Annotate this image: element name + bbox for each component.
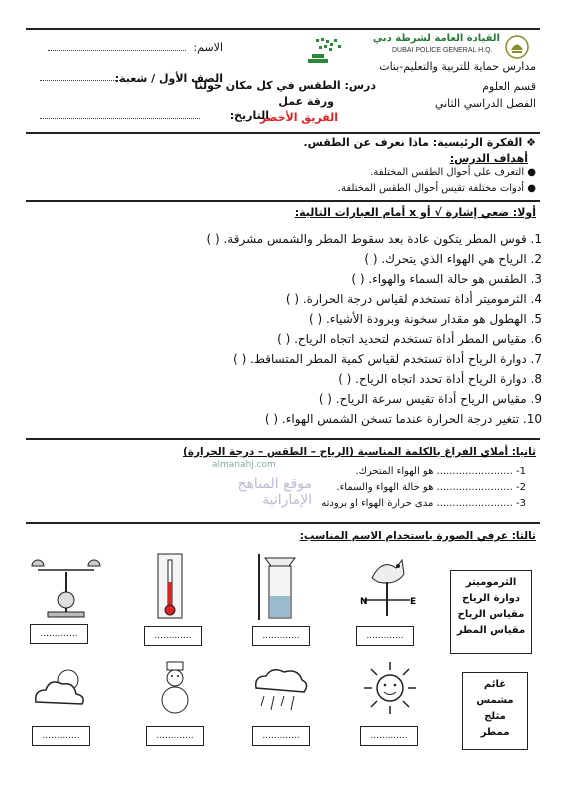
watermark-site: almanahj.com xyxy=(212,460,276,470)
name-label: الاسم: xyxy=(193,41,223,54)
objectives-title: أهداف الدرس: xyxy=(449,152,528,165)
department: قسم العلوم xyxy=(482,80,536,93)
word-wind-vane: دوارة الرياح xyxy=(461,593,521,604)
answer-box[interactable]: ............. xyxy=(252,626,310,646)
svg-text:N: N xyxy=(360,597,368,607)
statement-item: 8. دوارة الرياح أداة تحدد اتجاه الرياح. ( ) xyxy=(338,372,542,386)
thermometer-icon xyxy=(150,552,190,622)
word-snowy: مثلج xyxy=(484,711,506,722)
statement-item: 7. دوارة الرياح أداة تستخدم لقياس كمية المطر المتساقط. ( ) xyxy=(233,352,542,366)
shield-emblem-icon xyxy=(504,34,530,60)
statement-item: 9. مقياس الرياح أداة تقيس سرعة الرياح. ( ) xyxy=(318,392,542,406)
worksheet-label: ورقة عمل xyxy=(278,95,334,108)
svg-text:E: E xyxy=(410,597,417,607)
fill-item: 1- ........................ هو الهواء المتحرك. xyxy=(355,466,526,477)
wind-vane-icon xyxy=(352,552,422,622)
fill-item: 2- ........................ هو حالة الهواء والسماء. xyxy=(336,482,526,493)
section2-rule xyxy=(26,522,540,524)
word-rainy: ممطر xyxy=(480,727,510,738)
statement-item: 10. تتغير درجة الحرارة عندما تسخن الشمس الهواء. ( ) xyxy=(264,412,542,426)
section1-rule xyxy=(26,438,540,440)
tools-word-bank xyxy=(450,570,532,654)
header-bottom-rule xyxy=(26,132,540,134)
class-field[interactable] xyxy=(40,80,126,81)
lesson-title: درس: الطقس في كل مكان حولنا xyxy=(194,79,376,92)
answer-box[interactable]: ............. xyxy=(252,726,310,746)
org-name-en: DUBAI POLICE GENERAL H.Q. xyxy=(392,47,493,54)
answer-box[interactable]: ............. xyxy=(356,626,414,646)
main-idea: ❖ الفكرة الرئيسية: ماذا نعرف عن الطقس. xyxy=(303,136,536,149)
watermark-name: موقع المناهج الإماراتية xyxy=(237,476,312,508)
team-logo xyxy=(290,36,350,66)
police-emblem xyxy=(504,34,530,60)
answer-box[interactable]: ............. xyxy=(32,726,90,746)
word-sunny: مشمس xyxy=(476,695,514,706)
snowman-icon xyxy=(155,660,195,716)
statement-item: 3. الطقس هو حالة السماء والهواء. ( ) xyxy=(351,272,542,286)
date-label: التاريخ: xyxy=(229,109,269,122)
word-thermometer: الثرموميتر xyxy=(465,577,517,588)
school-name: مدارس حماية للتربية والتعليم-بنات xyxy=(379,60,536,73)
header-top-rule xyxy=(26,28,540,30)
answer-box[interactable]: ............. xyxy=(30,624,88,644)
cloudy-icon xyxy=(30,664,90,714)
team-logo-icon xyxy=(290,36,350,66)
term: الفصل الدراسي الثاني xyxy=(434,97,536,110)
section3-title: ثالثا: عرفي الصورة باستخدام الاسم المناسب: xyxy=(299,530,536,542)
team-name: الفريق الأخضر xyxy=(259,111,338,124)
date-field[interactable] xyxy=(40,118,200,119)
word-anemometer: مقياس الرياح xyxy=(457,609,525,620)
word-cloudy: غائم xyxy=(483,679,507,690)
rainy-icon xyxy=(248,664,312,714)
answer-box[interactable]: ............. xyxy=(144,626,202,646)
name-field[interactable] xyxy=(48,50,186,51)
intro-rule xyxy=(26,200,540,202)
answer-box[interactable]: ............. xyxy=(146,726,204,746)
statement-item: 5. الهطول هو مقدار سخونة وبرودة الأشياء. ( ) xyxy=(309,312,542,326)
fill-item: 3- ........................ مدى حرارة الهواء او برودته xyxy=(321,498,526,509)
org-name-ar: القيادة العامة لشرطة دبي xyxy=(372,33,500,44)
class-label: الصف الأول / شعبة: xyxy=(114,72,223,85)
sunny-icon xyxy=(362,660,418,716)
section2-title: ثانيا: أملاي الفراغ بالكلمة المناسبة (الرياح – الطقس – درجة الحرارة) xyxy=(183,446,536,458)
section1-title: أولا: ضعي إشارة √ أو x أمام العبارات التالية: xyxy=(294,206,536,219)
answer-box[interactable]: ............. xyxy=(360,726,418,746)
statement-item: 1. قوس المطر يتكون عادة بعد سقوط المطر والشمس مشرقة. ( ) xyxy=(206,232,542,246)
rain-gauge-icon xyxy=(255,552,305,622)
objective-item: ● أدوات مختلفة تقيس أحوال الطقس المختلفة. xyxy=(337,183,536,194)
objective-item: ● التعرف على أحوال الطقس المختلفة. xyxy=(370,167,536,178)
weather-word-bank xyxy=(462,672,528,750)
statement-item: 2. الرياح هي الهواء الذي يتحرك. ( ) xyxy=(364,252,542,266)
statement-item: 6. مقياس المطر أداة تستخدم لتحديد اتجاه الرياح. ( ) xyxy=(277,332,542,346)
statement-item: 4. الثرموميتر أداة تستخدم لقياس درجة الحرارة. ( ) xyxy=(285,292,542,306)
word-rain-gauge: مقياس المطر xyxy=(456,625,526,636)
anemometer-icon xyxy=(26,552,106,622)
